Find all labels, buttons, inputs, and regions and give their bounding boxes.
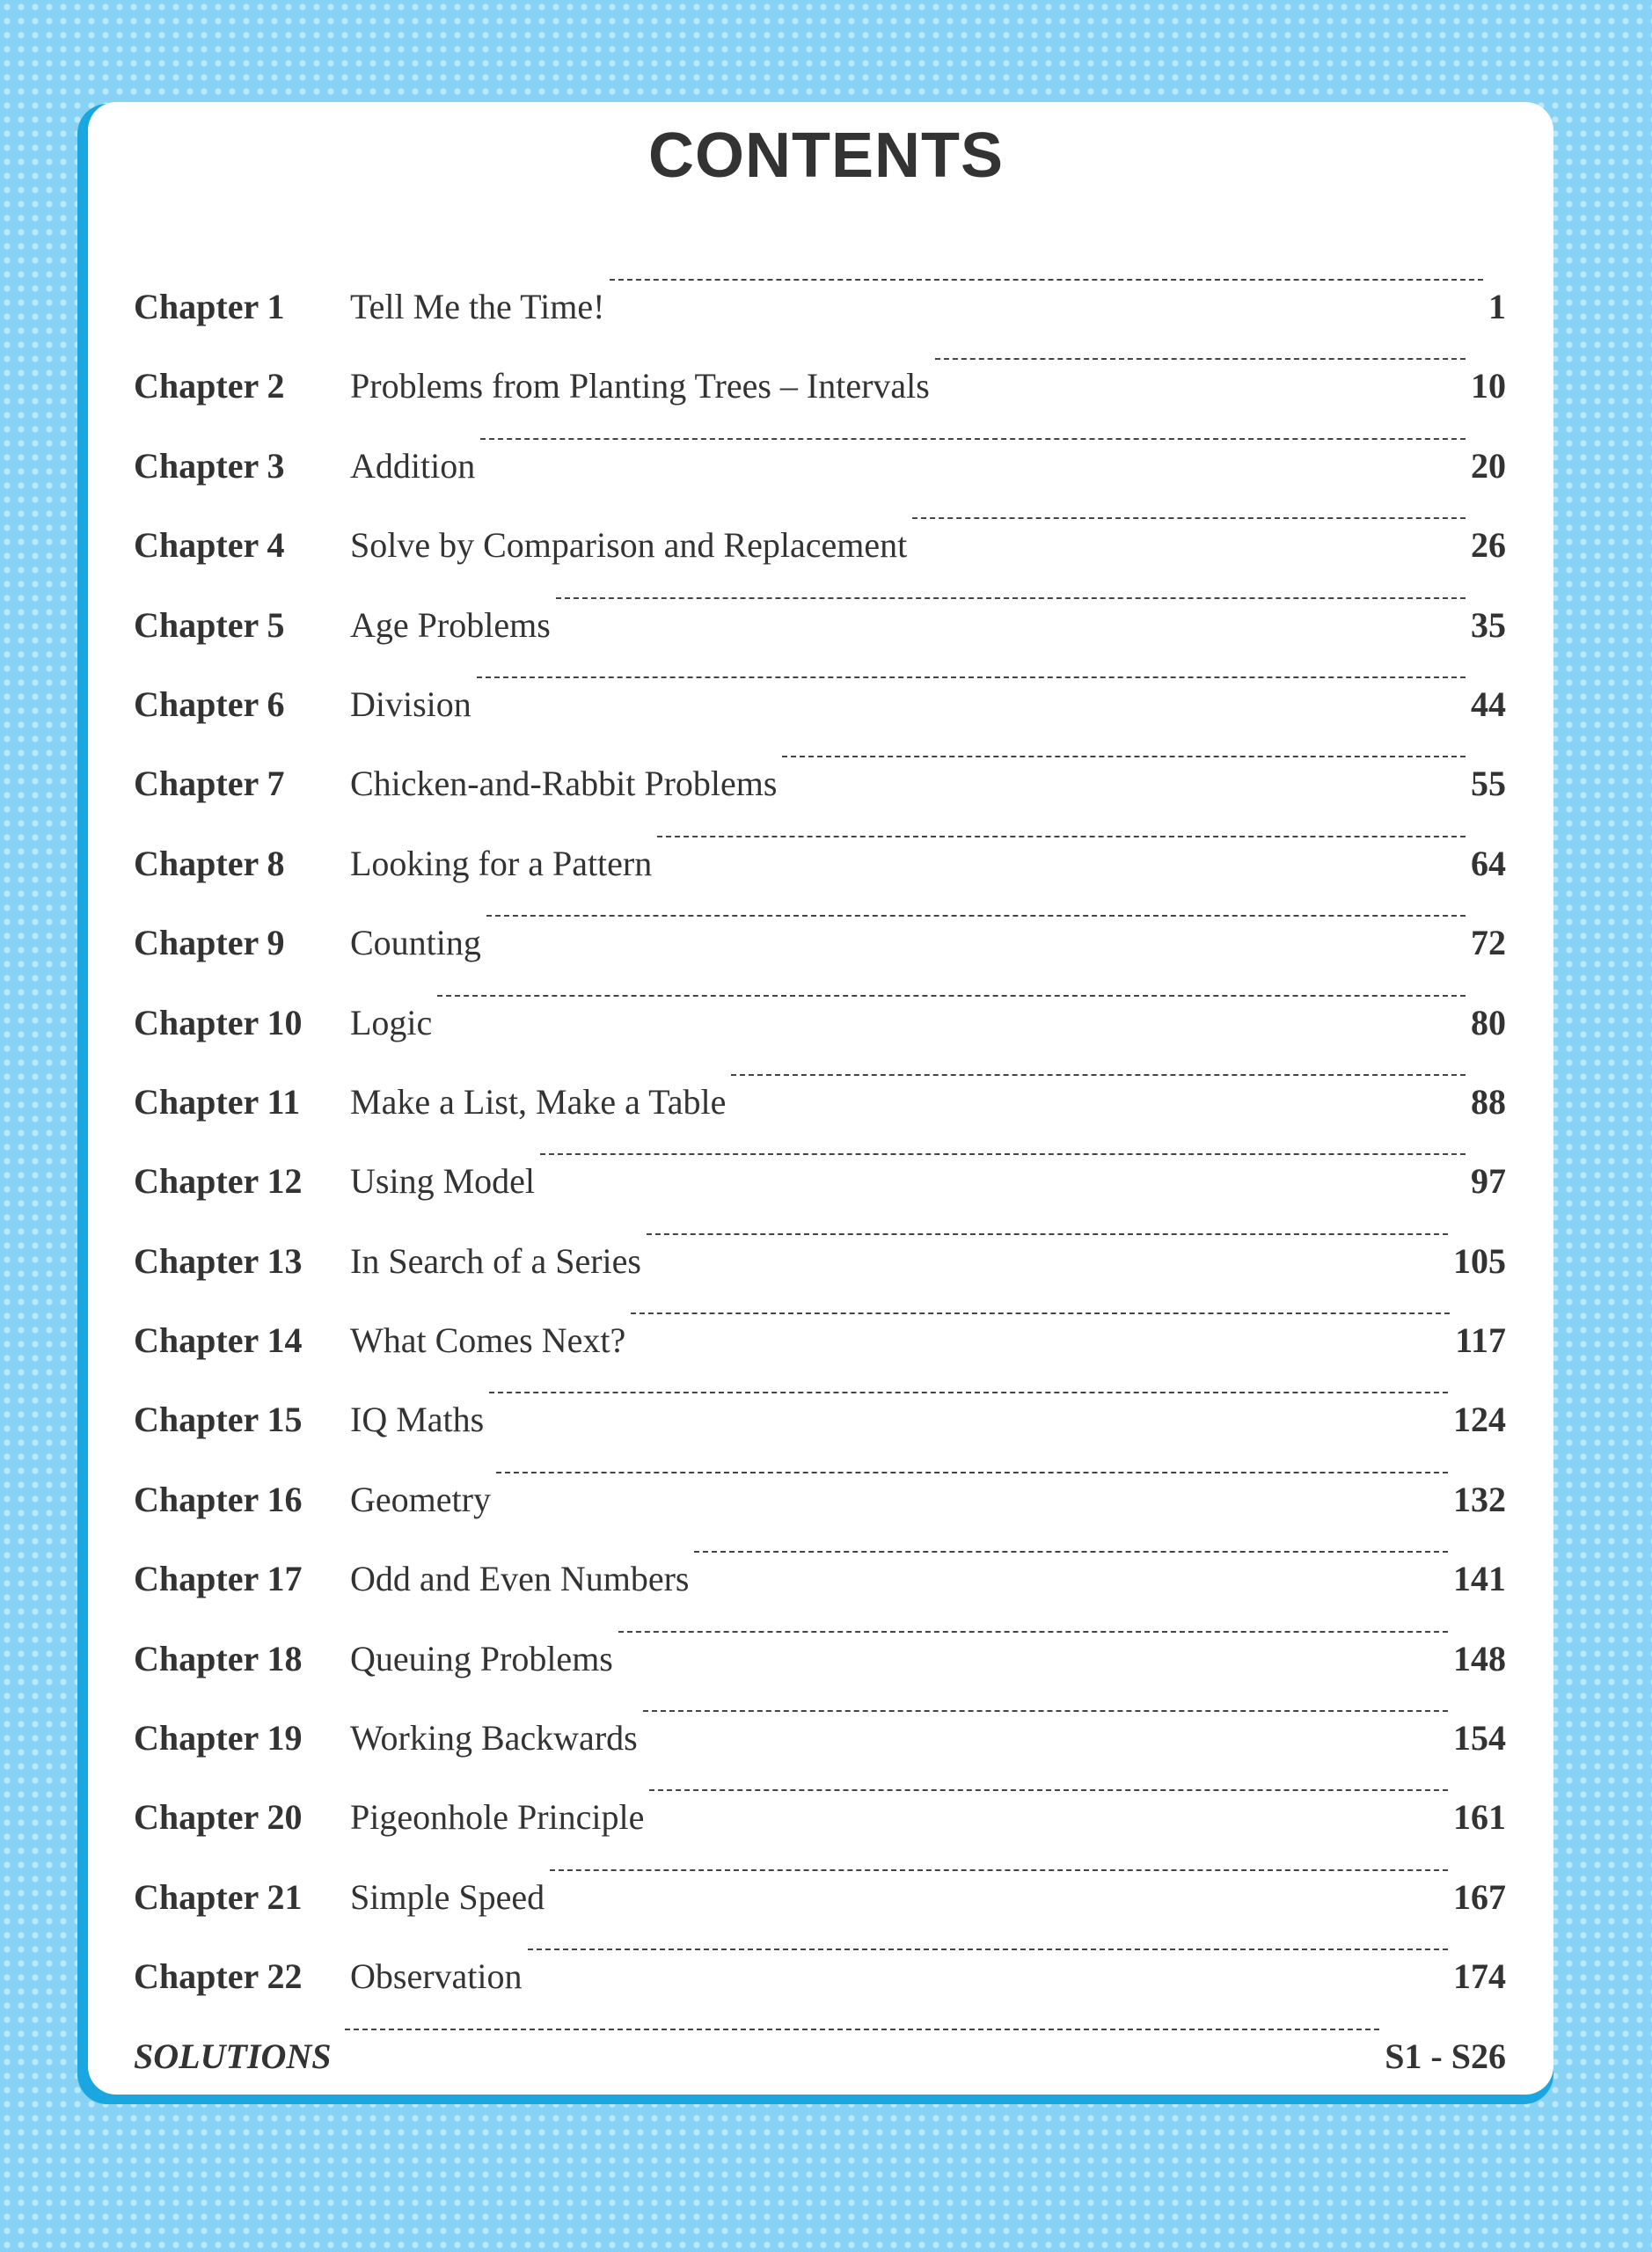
page-title: CONTENTS bbox=[648, 121, 1004, 191]
chapter-label: Chapter 21 bbox=[134, 1876, 303, 1917]
chapter-title: Age Problems bbox=[350, 604, 551, 645]
chapter-label: Chapter 3 bbox=[134, 445, 285, 486]
chapter-title: Problems from Planting Trees – Intervals bbox=[350, 366, 930, 406]
chapter-label: Chapter 11 bbox=[134, 1081, 301, 1122]
dotted-leader bbox=[487, 1352, 1450, 1431]
chapter-label: Chapter 6 bbox=[134, 684, 285, 724]
page-number: 105 bbox=[1453, 1240, 1506, 1281]
chapter-title: Division bbox=[350, 684, 471, 724]
dotted-leader bbox=[647, 1750, 1450, 1829]
page-number: 154 bbox=[1453, 1718, 1506, 1758]
page-number: 141 bbox=[1453, 1559, 1506, 1599]
chapter-title: Looking for a Pattern bbox=[350, 843, 653, 883]
chapter-title: Geometry bbox=[350, 1479, 491, 1519]
chapter-label: Chapter 18 bbox=[134, 1638, 303, 1678]
dotted-leader bbox=[485, 875, 1467, 954]
chapter-title: Pigeonhole Principle bbox=[350, 1797, 645, 1838]
chapter-label: Chapter 15 bbox=[134, 1400, 303, 1440]
dotted-leader bbox=[641, 1671, 1450, 1750]
dotted-leader bbox=[479, 398, 1467, 478]
chapter-label: Chapter 2 bbox=[134, 366, 285, 406]
solutions-label: SOLUTIONS bbox=[134, 2036, 332, 2076]
page-number: 80 bbox=[1471, 1002, 1506, 1042]
chapter-label: Chapter 1 bbox=[134, 287, 285, 326]
page-number: 174 bbox=[1453, 1956, 1506, 1997]
chapter-label: Chapter 22 bbox=[134, 1956, 303, 1997]
dotted-leader bbox=[343, 1989, 1381, 2068]
page-number: 167 bbox=[1453, 1876, 1506, 1917]
dotted-leader bbox=[645, 1194, 1450, 1273]
page-number: 44 bbox=[1471, 684, 1506, 724]
page-number: 1 bbox=[1488, 287, 1506, 326]
chapter-title: Simple Speed bbox=[350, 1876, 545, 1917]
dotted-leader bbox=[910, 478, 1467, 557]
chapter-title: Odd and Even Numbers bbox=[350, 1559, 690, 1599]
dotted-leader bbox=[475, 637, 1467, 716]
chapter-label: Chapter 19 bbox=[134, 1718, 303, 1758]
solutions-page-range: S1 - S26 bbox=[1385, 2036, 1506, 2076]
chapter-title: Addition bbox=[350, 445, 476, 486]
page-number: 26 bbox=[1471, 525, 1506, 566]
page-number: 97 bbox=[1471, 1161, 1506, 1202]
chapter-title: Make a List, Make a Table bbox=[350, 1081, 727, 1122]
page-number: 132 bbox=[1453, 1479, 1506, 1519]
chapter-title: Counting bbox=[350, 923, 481, 963]
chapter-label: Chapter 16 bbox=[134, 1479, 303, 1519]
dotted-leader bbox=[538, 1114, 1467, 1193]
dotted-leader bbox=[655, 796, 1467, 875]
chapter-title: Solve by Comparison and Replacement bbox=[350, 525, 908, 566]
page-number: 55 bbox=[1471, 764, 1506, 804]
chapter-title: Tell Me the Time! bbox=[350, 287, 605, 326]
dotted-leader bbox=[494, 1432, 1450, 1511]
dotted-leader bbox=[780, 716, 1467, 795]
page-number: 148 bbox=[1453, 1638, 1506, 1678]
chapter-title: Observation bbox=[350, 1956, 523, 1997]
chapter-title: Working Backwards bbox=[350, 1718, 638, 1758]
dotted-leader bbox=[548, 1830, 1450, 1909]
chapter-label: Chapter 5 bbox=[134, 604, 285, 645]
chapter-label: Chapter 14 bbox=[134, 1320, 303, 1361]
page-number: 124 bbox=[1453, 1400, 1506, 1440]
chapter-title: Using Model bbox=[350, 1161, 535, 1202]
chapter-title: Logic bbox=[350, 1002, 433, 1042]
page-number: 35 bbox=[1471, 604, 1506, 645]
page-number: 20 bbox=[1471, 445, 1506, 486]
dotted-leader bbox=[933, 318, 1467, 398]
dotted-leader bbox=[729, 1035, 1467, 1114]
dotted-leader bbox=[629, 1273, 1451, 1352]
page-number: 117 bbox=[1455, 1320, 1506, 1361]
chapter-label: Chapter 12 bbox=[134, 1161, 303, 1202]
toc-entry-chapter-1[interactable] bbox=[134, 239, 1506, 326]
chapter-label: Chapter 20 bbox=[134, 1797, 303, 1838]
chapter-label: Chapter 7 bbox=[134, 764, 285, 804]
chapter-title: Queuing Problems bbox=[350, 1638, 613, 1678]
chapter-label: Chapter 10 bbox=[134, 1002, 303, 1042]
chapter-title: What Comes Next? bbox=[350, 1320, 626, 1361]
chapter-title: IQ Maths bbox=[350, 1400, 485, 1440]
dotted-leader bbox=[692, 1511, 1450, 1590]
page-number: 88 bbox=[1471, 1081, 1506, 1122]
chapter-label: Chapter 17 bbox=[134, 1559, 303, 1599]
chapter-label: Chapter 9 bbox=[134, 923, 285, 963]
chapter-title: Chicken-and-Rabbit Problems bbox=[350, 764, 778, 804]
dotted-leader bbox=[435, 955, 1467, 1035]
chapter-label: Chapter 13 bbox=[134, 1240, 303, 1281]
page-number: 161 bbox=[1453, 1797, 1506, 1838]
chapter-title: In Search of a Series bbox=[350, 1240, 641, 1281]
dotted-leader bbox=[526, 1909, 1450, 1988]
page-number: 72 bbox=[1471, 923, 1506, 963]
dotted-leader bbox=[617, 1591, 1450, 1671]
dotted-leader bbox=[608, 239, 1485, 318]
page-number: 10 bbox=[1471, 366, 1506, 406]
table-of-contents bbox=[134, 239, 1506, 2076]
chapter-label: Chapter 4 bbox=[134, 525, 285, 566]
chapter-label: Chapter 8 bbox=[134, 843, 285, 883]
dotted-leader bbox=[554, 558, 1467, 637]
page-number: 64 bbox=[1471, 843, 1506, 883]
